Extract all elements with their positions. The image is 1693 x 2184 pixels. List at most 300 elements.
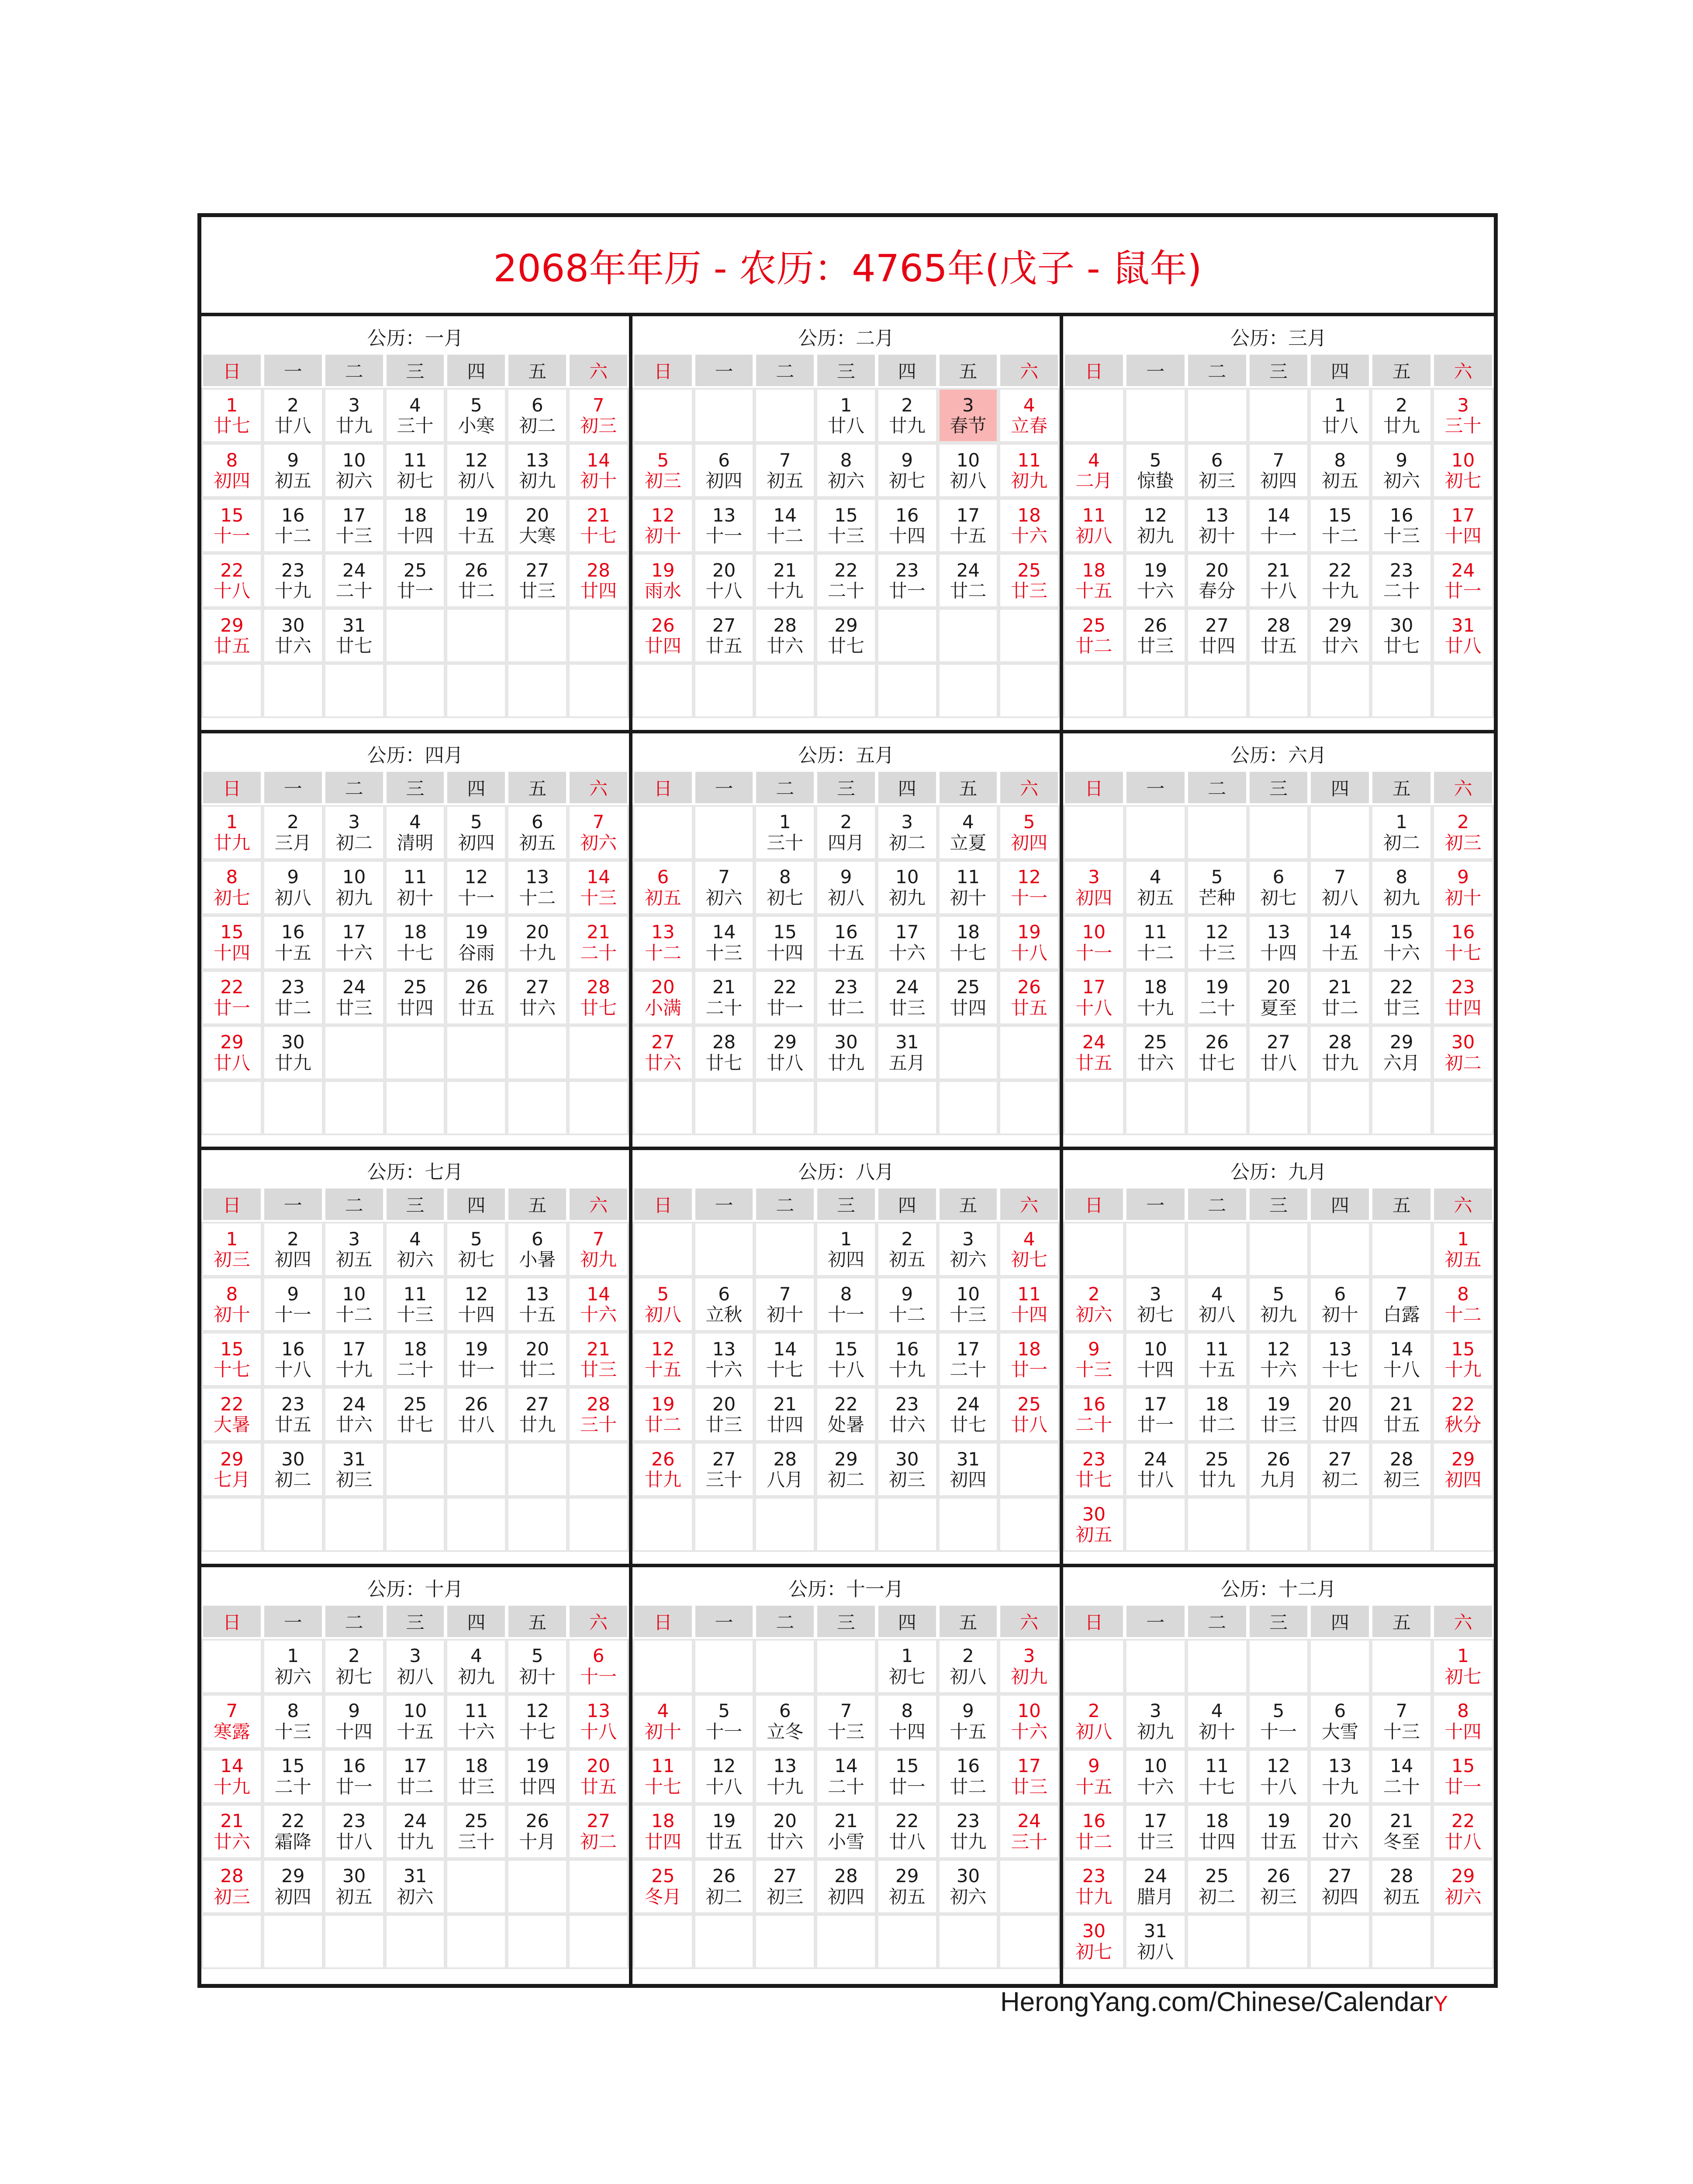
empty-day-cell: [1065, 390, 1123, 441]
month-title: 公历：一月: [367, 327, 463, 349]
lunar-date: 廿三: [580, 1359, 617, 1380]
day-cell: [1126, 555, 1185, 606]
month-days-grid: [203, 1189, 627, 1550]
weekday-header: 四: [447, 1189, 505, 1220]
lunar-date: 十四: [213, 942, 250, 964]
day-number: 25: [403, 559, 427, 581]
weekday-header: 四: [447, 355, 505, 386]
day-cell: [940, 1696, 997, 1747]
day-cell: [817, 500, 875, 551]
day-cell: [508, 1279, 566, 1330]
day-cell: [1065, 1861, 1123, 1912]
lunar-date: 廿四: [644, 635, 681, 657]
day-cell: [756, 445, 814, 496]
lunar-date: 十九: [335, 1359, 373, 1380]
day-number: 18: [403, 1338, 427, 1360]
day-cell: [817, 1027, 875, 1078]
lunar-date: 十八: [580, 1721, 617, 1742]
day-number: 13: [525, 449, 549, 471]
lunar-date: 廿一: [335, 1776, 373, 1797]
lunar-date: 廿七: [397, 1414, 434, 1435]
day-number: 5: [657, 1283, 669, 1305]
empty-day-cell: [695, 1641, 753, 1692]
day-cell: [634, 1861, 692, 1912]
lunar-date: 初十: [397, 887, 434, 909]
lunar-date: 初九: [1260, 1304, 1297, 1325]
lunar-date: 初五: [274, 470, 311, 491]
day-number: 17: [403, 1755, 427, 1777]
lunar-date: 十六: [580, 1304, 617, 1325]
lunar-date: 寒露: [213, 1721, 250, 1742]
lunar-date: 十二: [644, 942, 681, 964]
day-number: 19: [651, 1393, 675, 1415]
day-cell: [634, 1751, 692, 1802]
day-number: 13: [1328, 1755, 1352, 1777]
empty-day-cell: [634, 1916, 692, 1967]
day-number: 25: [1082, 614, 1106, 636]
day-number: 2: [901, 394, 913, 416]
day-number: 13: [1267, 921, 1290, 943]
lunar-date: 十一: [1260, 525, 1297, 546]
lunar-date: 初七: [335, 1666, 373, 1687]
weekday-header: 日: [1065, 355, 1123, 386]
lunar-date: 十一: [274, 1304, 311, 1325]
day-cell: [264, 1389, 322, 1440]
day-number: 5: [531, 1645, 543, 1667]
day-cell: [878, 500, 936, 551]
lunar-date: 初九: [1137, 1721, 1174, 1742]
lunar-date: 廿三: [1260, 1414, 1297, 1435]
day-cell: [878, 1444, 936, 1495]
day-number: 12: [1017, 866, 1041, 888]
day-cell: [325, 445, 383, 496]
lunar-date: 初十: [519, 1666, 556, 1687]
day-cell: [756, 1279, 814, 1330]
day-cell: [1250, 862, 1308, 913]
day-number: 8: [1396, 866, 1408, 888]
day-cell: [1065, 555, 1123, 606]
lunar-date: 廿一: [767, 997, 804, 1019]
day-number: 20: [712, 1393, 736, 1415]
lunar-date: 初四: [458, 832, 495, 854]
lunar-date: 初四: [1075, 887, 1113, 909]
empty-day-cell: [756, 1223, 814, 1275]
day-number: 19: [525, 1755, 549, 1777]
lunar-date: 初二: [519, 415, 556, 436]
day-cell: [264, 807, 322, 858]
weekday-header: 二: [325, 772, 383, 803]
day-number: 8: [226, 449, 238, 471]
day-number: 7: [1272, 449, 1285, 471]
day-cell: [940, 1806, 997, 1857]
day-cell: [1434, 610, 1492, 661]
day-number: 12: [464, 1283, 488, 1305]
day-cell: [878, 555, 936, 606]
month-panel: [1063, 1567, 1494, 1984]
day-cell: [447, 1389, 505, 1440]
empty-day-cell: [387, 1082, 444, 1133]
lunar-date: 十二: [767, 525, 804, 546]
day-number: 8: [1334, 449, 1346, 471]
day-number: 11: [1017, 449, 1041, 471]
day-cell: [756, 610, 814, 661]
day-cell: [878, 1696, 936, 1747]
lunar-date: 初七: [397, 470, 434, 491]
day-cell: [570, 1389, 627, 1440]
day-cell: [1065, 1499, 1123, 1550]
day-cell: [940, 1279, 997, 1330]
day-number: 7: [226, 1700, 238, 1722]
day-number: 2: [962, 1645, 974, 1667]
day-cell: [447, 862, 505, 913]
weekday-header: 三: [1250, 355, 1308, 386]
weekday-header: 五: [1372, 772, 1430, 803]
lunar-date: 十八: [705, 1776, 743, 1797]
lunar-date: 十三: [580, 887, 617, 909]
lunar-date: 初五: [1137, 887, 1174, 909]
day-number: 16: [1389, 504, 1413, 526]
day-number: 20: [1205, 559, 1229, 581]
empty-day-cell: [387, 1916, 444, 1967]
empty-day-cell: [447, 1444, 505, 1495]
day-number: 1: [1396, 811, 1408, 833]
day-number: 15: [220, 504, 244, 526]
lunar-date: 初九: [1011, 1666, 1048, 1687]
lunar-date: 廿七: [1383, 635, 1420, 657]
empty-day-cell: [387, 1027, 444, 1078]
empty-day-cell: [1250, 1082, 1308, 1133]
lunar-date: 十一: [705, 1721, 743, 1742]
day-number: 22: [773, 976, 797, 998]
day-number: 15: [1451, 1338, 1475, 1360]
day-cell: [1372, 1444, 1430, 1495]
day-number: 11: [1205, 1338, 1229, 1360]
day-cell: [1188, 862, 1246, 913]
lunar-date: 大寒: [519, 525, 556, 546]
lunar-date: 初十: [1444, 887, 1482, 909]
empty-day-cell: [1372, 1499, 1430, 1550]
lunar-date: 初十: [644, 525, 681, 546]
day-cell: [387, 807, 444, 858]
empty-day-cell: [264, 665, 322, 716]
day-number: 15: [834, 504, 858, 526]
lunar-date: 廿七: [213, 415, 250, 436]
day-cell: [1311, 1806, 1369, 1857]
day-number: 28: [220, 1865, 244, 1887]
lunar-date: 初四: [1011, 832, 1048, 854]
day-number: 3: [1457, 394, 1469, 416]
empty-day-cell: [1372, 1223, 1430, 1275]
day-cell: [878, 1806, 936, 1857]
day-cell: [817, 1444, 875, 1495]
month-days-grid: [1065, 1606, 1492, 1967]
weekday-header: 日: [634, 772, 692, 803]
day-cell: [447, 1641, 505, 1692]
day-cell: [1250, 500, 1308, 551]
weekday-header: 三: [817, 772, 875, 803]
empty-day-cell: [570, 1027, 627, 1078]
lunar-date: 廿九: [397, 1831, 434, 1852]
lunar-date: 廿九: [950, 1831, 987, 1852]
day-number: 7: [592, 811, 605, 833]
weekday-header: 四: [878, 772, 936, 803]
day-cell: [1000, 807, 1058, 858]
month-title: 公历：九月: [1230, 1161, 1327, 1183]
month-panel: [1063, 316, 1494, 733]
empty-day-cell: [878, 1082, 936, 1133]
lunar-date: 廿四: [767, 1414, 804, 1435]
lunar-date: 初六: [705, 887, 743, 909]
empty-day-cell: [447, 1861, 505, 1912]
lunar-date: 秋分: [1444, 1414, 1482, 1435]
day-cell: [447, 1751, 505, 1802]
weekday-header: 一: [1126, 355, 1185, 386]
weekday-header: 二: [1188, 355, 1246, 386]
lunar-date: 初五: [1444, 1249, 1482, 1270]
day-cell: [878, 862, 936, 913]
day-cell: [570, 1806, 627, 1857]
day-number: 4: [409, 1228, 421, 1250]
empty-day-cell: [447, 610, 505, 661]
day-cell: [1311, 500, 1369, 551]
lunar-date: 廿七: [1199, 1052, 1236, 1074]
day-number: 5: [718, 1700, 730, 1722]
empty-day-cell: [1188, 807, 1246, 858]
day-number: 3: [962, 394, 974, 416]
day-number: 29: [220, 1448, 244, 1470]
day-cell: [1372, 1861, 1430, 1912]
day-cell: [756, 1334, 814, 1385]
lunar-date: 廿九: [335, 415, 373, 436]
day-cell: [203, 1279, 261, 1330]
day-cell: [940, 862, 997, 913]
lunar-date: 廿九: [1321, 1052, 1358, 1074]
day-number: 13: [773, 1755, 797, 1777]
empty-day-cell: [695, 1223, 753, 1275]
day-number: 19: [1017, 921, 1041, 943]
day-number: 24: [1144, 1448, 1167, 1470]
empty-day-cell: [1000, 1861, 1058, 1912]
day-number: 21: [712, 976, 736, 998]
day-cell: [1250, 1389, 1308, 1440]
day-number: 9: [287, 1283, 299, 1305]
day-number: 4: [409, 811, 421, 833]
weekday-header: 一: [695, 1606, 753, 1637]
empty-day-cell: [878, 665, 936, 716]
day-number: 19: [464, 921, 488, 943]
day-number: 22: [1451, 1393, 1475, 1415]
lunar-date: 廿二: [1075, 635, 1113, 657]
day-cell: [1372, 1334, 1430, 1385]
day-number: 11: [403, 449, 427, 471]
day-cell: [508, 917, 566, 968]
lunar-date: 廿九: [1383, 415, 1420, 436]
day-cell: [1250, 555, 1308, 606]
lunar-date: 初四: [1260, 470, 1297, 491]
day-number: 15: [1451, 1755, 1475, 1777]
day-number: 9: [1396, 449, 1408, 471]
empty-day-cell: [1126, 1641, 1185, 1692]
weekday-header: 四: [447, 772, 505, 803]
lunar-date: 处暑: [827, 1414, 864, 1435]
day-number: 24: [1082, 1031, 1106, 1053]
day-number: 12: [525, 1700, 549, 1722]
day-cell: [1188, 445, 1246, 496]
day-number: 7: [1396, 1283, 1408, 1305]
day-number: 19: [1267, 1393, 1290, 1415]
day-cell: [1126, 1334, 1185, 1385]
day-cell: [1372, 917, 1430, 968]
day-cell: [1126, 1279, 1185, 1330]
day-number: 3: [1149, 1700, 1161, 1722]
footer-url[interactable]: HerongYang.com/Chinese/Calendar: [1000, 1987, 1434, 2017]
empty-day-cell: [1065, 807, 1123, 858]
day-number: 29: [1328, 614, 1352, 636]
day-cell: [1065, 972, 1123, 1023]
lunar-date: 初六: [397, 1249, 434, 1270]
day-number: 29: [1389, 1031, 1413, 1053]
day-number: 16: [895, 504, 919, 526]
weekday-header: 五: [508, 772, 566, 803]
lunar-date: 九月: [1260, 1469, 1297, 1490]
day-cell: [1188, 972, 1246, 1023]
day-number: 28: [712, 1031, 736, 1053]
day-number: 18: [1017, 504, 1041, 526]
day-cell: [817, 862, 875, 913]
lunar-date: 二十: [397, 1359, 434, 1380]
day-number: 6: [531, 394, 543, 416]
day-cell: [1126, 972, 1185, 1023]
day-number: 27: [773, 1865, 797, 1887]
day-number: 2: [840, 811, 852, 833]
month-panel: [201, 733, 632, 1151]
lunar-date: 三月: [274, 832, 311, 854]
day-number: 19: [1267, 1810, 1290, 1832]
day-number: 14: [220, 1755, 244, 1777]
lunar-date: 十八: [827, 1359, 864, 1380]
day-cell: [264, 1027, 322, 1078]
day-number: 15: [220, 921, 244, 943]
lunar-date: 初七: [1444, 1666, 1482, 1687]
day-number: 27: [525, 1393, 549, 1415]
lunar-date: 初九: [580, 1249, 617, 1270]
day-cell: [264, 500, 322, 551]
day-cell: [756, 555, 814, 606]
day-cell: [1434, 1806, 1492, 1857]
weekday-header: 二: [756, 1606, 814, 1637]
day-number: 24: [895, 976, 919, 998]
day-cell: [1250, 1806, 1308, 1857]
day-cell: [570, 1279, 627, 1330]
day-cell: [1126, 1806, 1185, 1857]
day-number: 1: [901, 1645, 913, 1667]
empty-day-cell: [940, 610, 997, 661]
day-number: 22: [834, 1393, 858, 1415]
empty-day-cell: [1372, 1082, 1430, 1133]
lunar-date: 初十: [1321, 1304, 1358, 1325]
day-cell: [634, 917, 692, 968]
day-cell: [264, 610, 322, 661]
day-cell: [1434, 862, 1492, 913]
day-number: 11: [403, 1283, 427, 1305]
lunar-date: 十六: [1137, 580, 1174, 601]
day-number: 5: [1211, 866, 1223, 888]
lunar-date: 初二: [274, 1469, 311, 1490]
day-number: 25: [1205, 1865, 1229, 1887]
lunar-date: 廿五: [705, 635, 743, 657]
lunar-date: 十三: [1199, 942, 1236, 964]
day-number: 22: [281, 1810, 305, 1832]
day-number: 26: [1144, 614, 1167, 636]
lunar-date: 十五: [519, 1304, 556, 1325]
day-cell: [447, 390, 505, 441]
day-number: 25: [651, 1865, 675, 1887]
lunar-date: 廿二: [950, 580, 987, 601]
lunar-date: 初五: [888, 1249, 926, 1270]
day-cell: [1188, 610, 1246, 661]
day-number: 13: [651, 921, 675, 943]
lunar-date: 初三: [335, 1469, 373, 1490]
weekday-header: 一: [1126, 772, 1185, 803]
day-cell: [1126, 862, 1185, 913]
lunar-date: 初九: [458, 1666, 495, 1687]
day-cell: [570, 555, 627, 606]
lunar-date: 二十: [1075, 1414, 1113, 1435]
lunar-date: 二十: [274, 1776, 311, 1797]
day-cell: [325, 390, 383, 441]
day-number: 23: [895, 559, 919, 581]
empty-day-cell: [1250, 665, 1308, 716]
lunar-date: 廿八: [213, 1052, 250, 1074]
day-cell: [878, 807, 936, 858]
day-cell: [203, 555, 261, 606]
day-cell: [634, 610, 692, 661]
day-number: 30: [834, 1031, 858, 1053]
day-cell: [1065, 862, 1123, 913]
empty-day-cell: [1188, 1499, 1246, 1550]
empty-day-cell: [508, 610, 566, 661]
lunar-date: 十月: [519, 1831, 556, 1852]
day-cell: [817, 610, 875, 661]
day-number: 31: [956, 1448, 980, 1470]
day-cell: [1311, 445, 1369, 496]
weekday-header: 五: [940, 1189, 997, 1220]
lunar-date: 十三: [397, 1304, 434, 1325]
day-cell: [325, 1696, 383, 1747]
lunar-date: 初二: [335, 832, 373, 854]
lunar-date: 初十: [767, 1304, 804, 1325]
day-number: 23: [281, 976, 305, 998]
day-cell: [508, 1334, 566, 1385]
lunar-date: 初八: [458, 470, 495, 491]
day-cell: [264, 972, 322, 1023]
day-cell: [1250, 1696, 1308, 1747]
empty-day-cell: [447, 1082, 505, 1133]
day-cell: [756, 500, 814, 551]
day-cell: [1372, 807, 1430, 858]
day-number: 25: [403, 976, 427, 998]
day-cell: [1311, 1861, 1369, 1912]
day-cell: [878, 1279, 936, 1330]
day-cell: [634, 445, 692, 496]
lunar-date: 十五: [1075, 1776, 1113, 1797]
day-cell: [878, 972, 936, 1023]
day-cell: [1434, 1751, 1492, 1802]
lunar-date: 二十: [1383, 1776, 1420, 1797]
empty-day-cell: [508, 1027, 566, 1078]
weekday-header: 三: [387, 1606, 444, 1637]
day-cell: [1065, 1806, 1123, 1857]
